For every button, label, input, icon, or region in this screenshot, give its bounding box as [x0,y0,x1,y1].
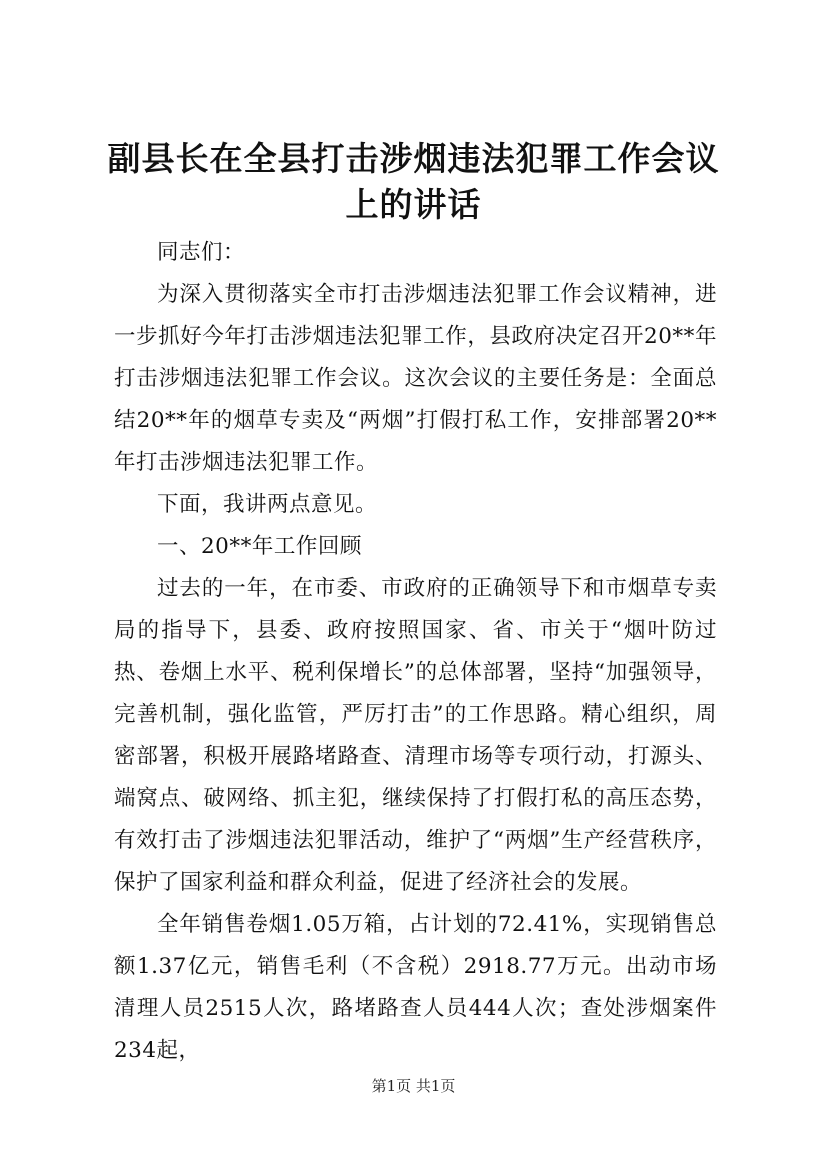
document-title: 副县长在全县打击涉烟违法犯罪工作会议上的讲话 [107,139,720,224]
paragraph-salutation: 同志们： [157,240,246,265]
paragraph-statistics: 全年销售卷烟1.05万箱，占计划的72.41%，实现销售总额1.37亿元，销售毛利（不含税）2918.77万元。出动市场清理人员2515人次，路堵路查人员444人次；查处涉烟案件234起， [114,912,717,1063]
paragraph-outline: 下面，我讲两点意见。 [157,492,378,517]
paragraph-intro: 为深入贯彻落实全市打击涉烟违法犯罪工作会议精神，进一步抓好今年打击涉烟违法犯罪工作，县政府决定召开20**年打击涉烟违法犯罪工作会议。这次会议的主要任务是：全面总结20**年的烟草专卖及“两烟”打假打私工作，安排部署20**年打击涉烟违法犯罪工作。 [114,282,717,475]
section-heading: 一、20**年工作回顾 [157,534,362,559]
page-footer: 第1页 共1页 [371,1077,456,1095]
paragraph-review: 过去的一年，在市委、市政府的正确领导下和市烟草专卖局的指导下，县委、政府按照国家、省、市关于“烟叶防过热、卷烟上水平、税利保增长”的总体部署，坚持“加强领导，完善机制，强化监管，严厉打击”的工作思路。精心组织，周密部署，积极开展路堵路查、清理市场等专项行动，打源头、端窝点、破网络、抓主犯，继续保持了打假打私的高压态势，有效打击了涉烟违法犯罪活动，维护了“两烟”生产经营秩序，保护了国家利益和群众利益，促进了经济社会的发展。 [114,576,717,895]
document-body [114,232,717,1072]
